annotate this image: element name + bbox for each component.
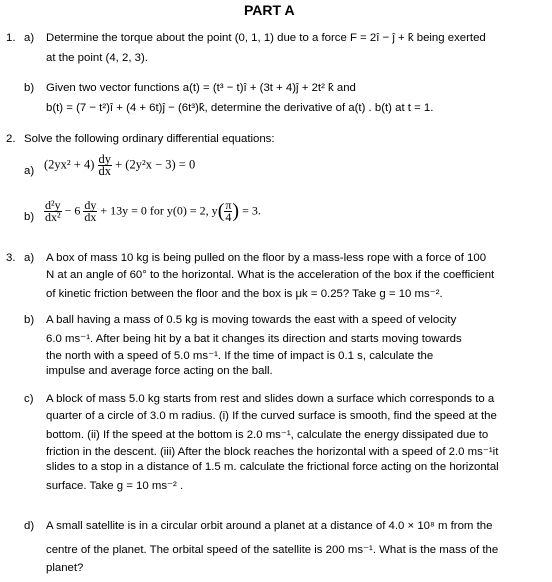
fraction [98,154,113,177]
equation-b: $\frac{\text{d²y}}{\text{dx²}}$ − 6 $\frac{dy}{dx}$ + 13y = 0 for y(0) = 2, y( $\frac{\pi}{4}$ ) = 3. [45,198,261,224]
question-text: b(t) = (7 − t²)î + (4 + 6t)ĵ − (6t³)k̂, determine the derivative of a(t) . b(t) at t = 1. [46,102,434,114]
question-text: of kinetic friction between the floor and the box is μk = 0.25? Take g = 10 ms⁻². [46,288,443,300]
question-text: surface. Take g = 10 ms⁻² . [46,480,184,492]
question-text: impulse and average force acting on the ball. [46,365,273,377]
question-number: 3. [6,252,16,264]
fraction-numerator: dy [98,152,111,166]
question-text: the north with a speed of 5.0 ms⁻¹. If the time of impact is 0.1 s, calculate the [46,350,434,362]
fraction-denominator: dx [98,164,111,178]
part-label: a) [24,165,35,177]
question-text: A ball having a mass of 0.5 kg is moving towards the east with a speed of velocity [46,314,457,326]
fraction-numerator: π [225,198,232,212]
equation-term: = 3. [242,203,261,218]
question-text: quarter of a circle of 3.0 m radius. (i) If the curved surface is smooth, find the speed at the [46,410,497,422]
question-text: Solve the following ordinary differential equations: [24,133,275,145]
fraction [44,200,62,223]
fraction-denominator: dx² [45,210,61,224]
part-label: b) [24,82,35,94]
question-text: Given two vector functions a(t) = (t³ − t)î + (3t + 4)ĵ + 2t² k̂ and [46,82,356,94]
equation-term: + (2y²x − 3) = 0 [115,157,196,172]
question-text: A block of mass 5.0 kg starts from rest and slides down a surface which corresponds to a [46,393,495,405]
equation-term: − 6 [64,203,81,218]
fraction [83,200,97,223]
question-text: bottom. (ii) If the speed at the bottom is 2.0 ms⁻¹, calculate the energy dissipated due to [46,429,489,441]
part-label: b) [24,211,35,223]
question-text: Determine the torque about the point (0, 1, 1) due to a force F = 2î − ĵ + k̂ being exerted [46,32,486,44]
question-text: at the point (4, 2, 3). [46,52,148,64]
question-text: friction in the descent. (iii) After the block reaches the horizontal with a speed of 2.0 ms⁻¹it [46,446,499,458]
question-text: N at an angle of 60° to the horizontal. What is the acceleration of the box if the coefficient [46,269,495,281]
question-number: 1. [6,32,16,44]
equation-a [44,154,195,177]
question-text: centre of the planet. The orbital speed of the satellite is 200 ms⁻¹. What is the mass of the [46,544,499,556]
part-label: d) [24,520,35,532]
question-text: 6.0 ms⁻¹. After being hit by a bat it changes its direction and starts moving towards [46,333,462,345]
question-text: slides to a stop in a distance of 1.5 m. calculate the frictional force acting on the horizontal [46,461,499,473]
page-title: PART A [244,2,295,18]
equation-term: (2yx² + 4) [44,157,95,172]
fraction-numerator: dy [84,198,97,212]
fraction-denominator: 4 [225,210,232,224]
part-label: c) [24,393,34,405]
question-number: 2. [6,133,16,145]
part-label: a) [24,32,35,44]
question-text: A small satellite is in a circular orbit around a planet at a distance of 4.0 × 10⁸ m from the [46,520,493,532]
part-label: b) [24,314,35,326]
part-label: a) [24,252,35,264]
question-text: A box of mass 10 kg is being pulled on the floor by a mass-less rope with a force of 100 [46,252,487,264]
equation-term: + 13y = 0 for y(0) = 2, y [100,203,218,218]
question-text: planet? [46,562,84,574]
fraction-denominator: dx [84,210,97,224]
fraction-numerator: d²y [45,198,61,212]
